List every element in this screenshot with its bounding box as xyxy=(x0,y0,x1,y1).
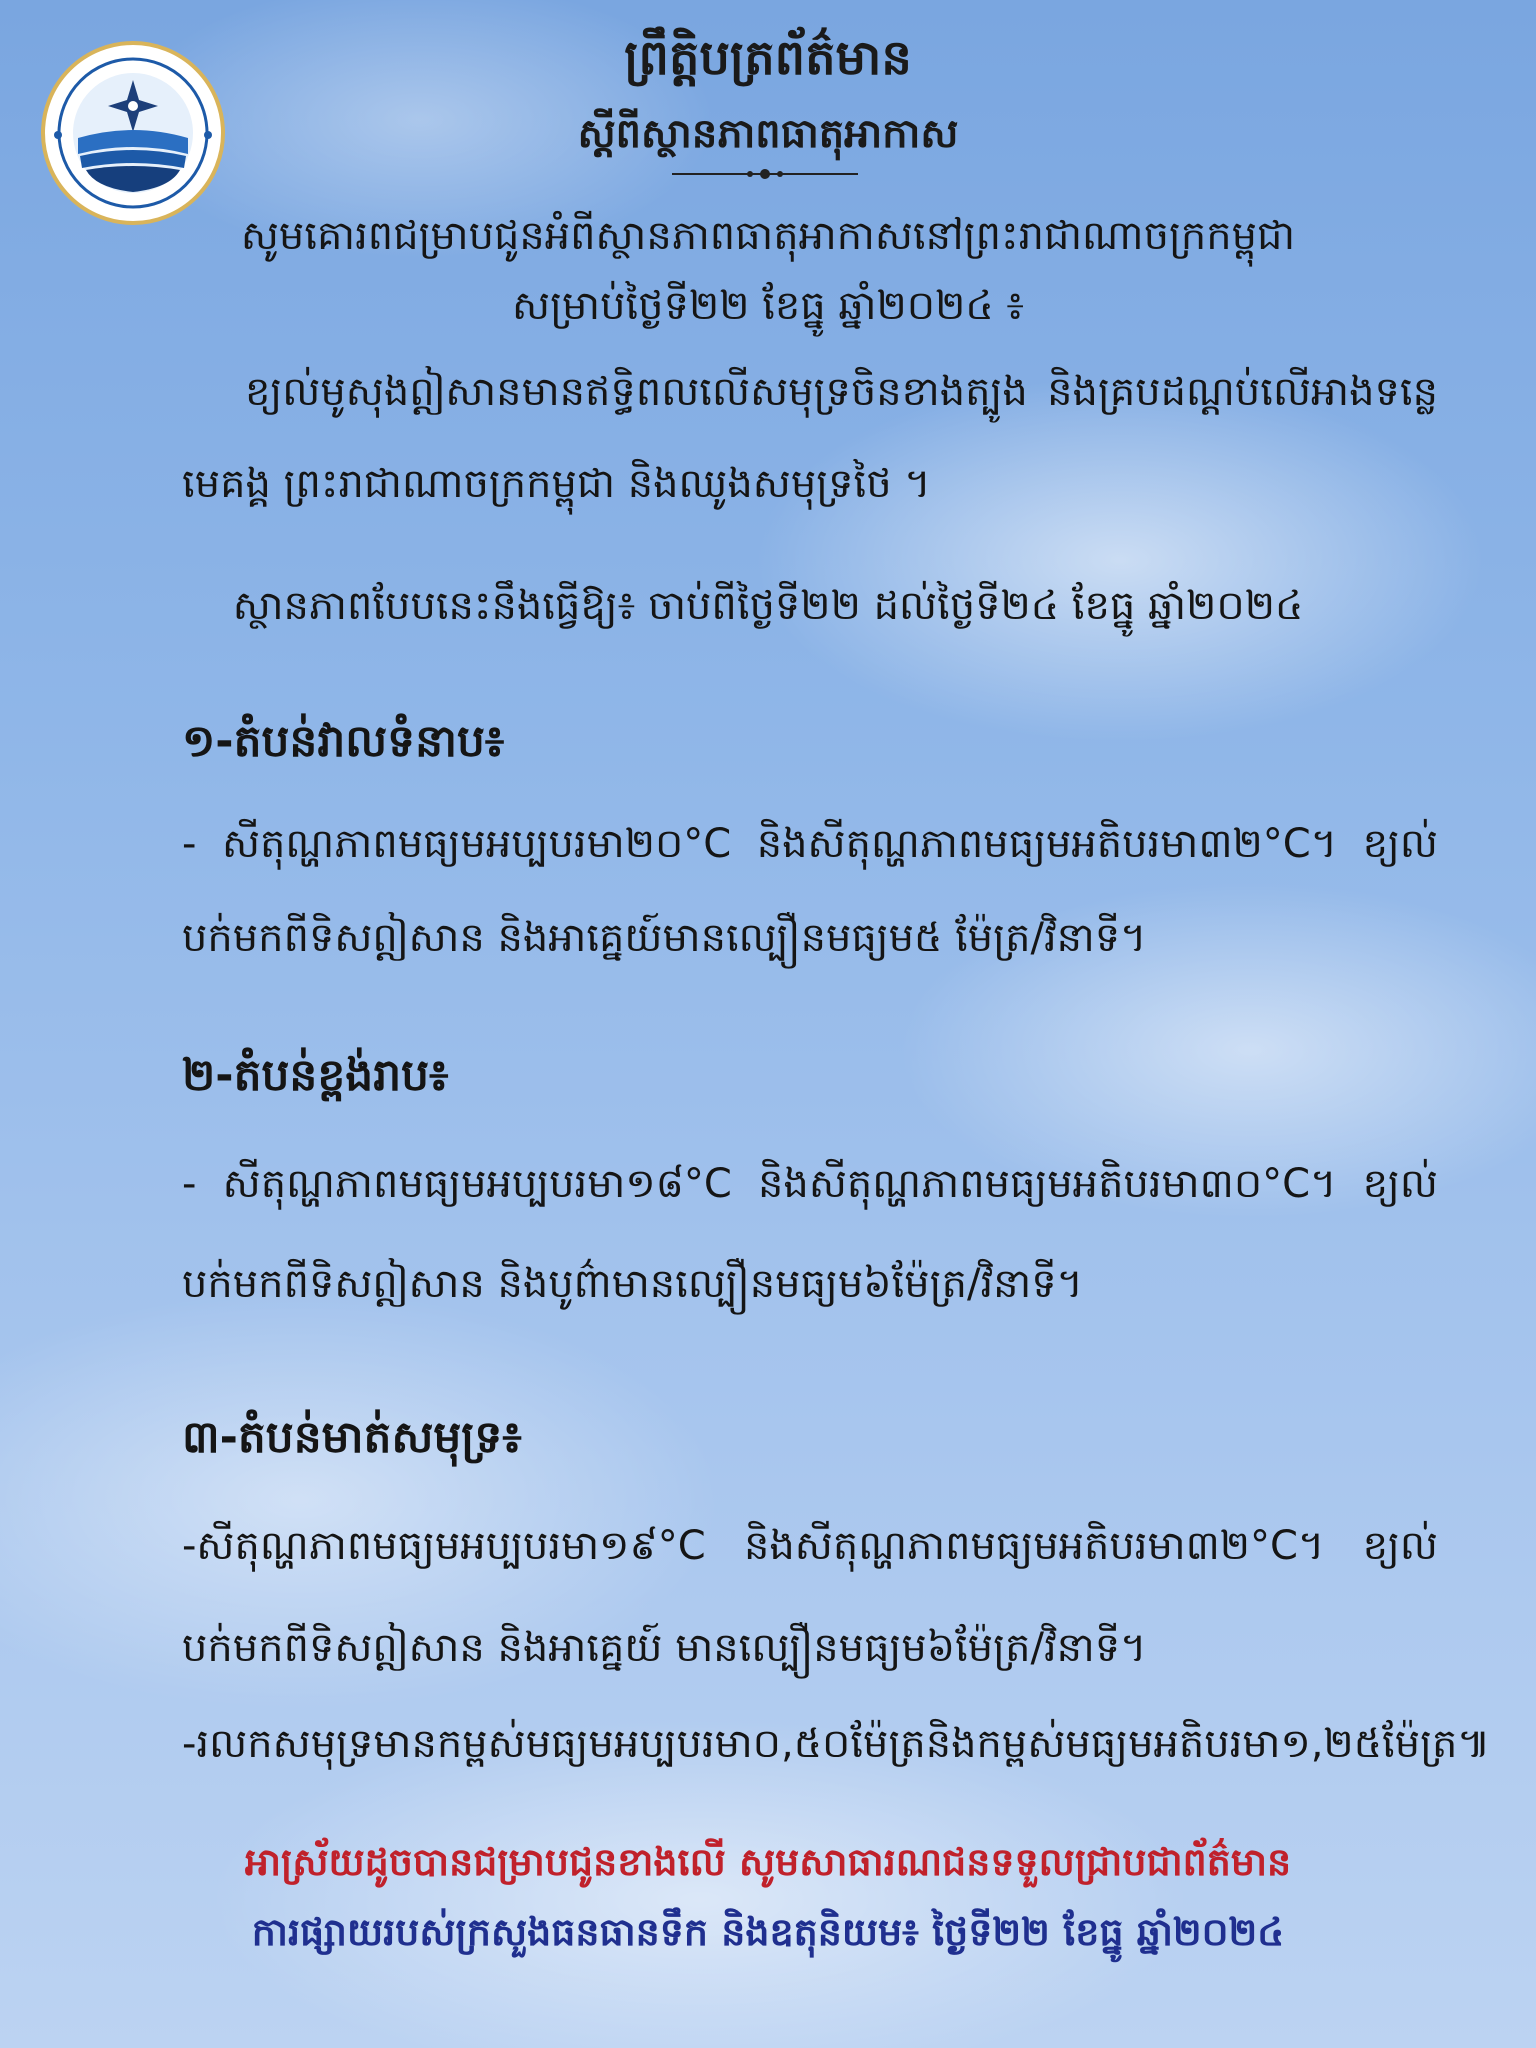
footer-notice: អាស្រ័យដូចបានជម្រាបជូនខាងលើ សូមសាធារណជនទទួលជ្រាបជាព័ត៌មាន xyxy=(244,1840,1292,1884)
region-1-line-2: បក់មកពីទិសឦសាន និងអាគ្នេយ៍មានល្បឿនមធ្យម៥ ម៉ែត្រ/វិនាទី។ xyxy=(182,915,1147,961)
region-2-heading: ២-តំបន់ខ្ពង់រាប៖ xyxy=(182,1050,449,1101)
summary-line-2: មេគង្គ ព្រះរាជាណាចក្រកម្ពុជា និងឈូងសមុទ្រថៃ ។ xyxy=(182,461,931,507)
summary-line-1: ខ្យល់មូសុងឦសានមានឥទ្ធិពលលើសមុទ្រចិនខាងត្បូង និងគ្របដណ្តប់លើអាងទន្លេ xyxy=(245,369,1438,415)
intro-line-2: សម្រាប់ថ្ងៃទី២២ ខែធ្នូ ឆ្នាំ២០២៤ ៖ xyxy=(512,283,1024,329)
footer-source: ការផ្សាយរបស់ក្រសួងធនធានទឹក និងឧតុនិយម៖ ថ្ងៃទី២២ ខែធ្នូ ឆ្នាំ២០២៤ xyxy=(251,1910,1285,1954)
region-3-heading: ៣-តំបន់មាត់សមុទ្រ៖ xyxy=(182,1412,522,1463)
region-2-line-1: - សីតុណ្ហភាពមធ្យមអប្បបរមា១៨°C និងសីតុណ្ហភាពមធ្យមអតិបរមា៣០°C។ ខ្យល់ xyxy=(182,1161,1438,1207)
region-3-line-3: -រលកសមុទ្រមានកម្ពស់មធ្យមអប្បបរមា០,៥០ម៉ែត្រនិងកម្ពស់មធ្យមអតិបរមា១,២៥ម៉ែត្រ៕ xyxy=(182,1721,1491,1767)
region-1-line-1: - សីតុណ្ហភាពមធ្យមអប្បបរមា២០°C និងសីតុណ្ហភាពមធ្យមអតិបរមា៣២°C។ ខ្យល់ xyxy=(182,821,1438,867)
region-3-line-2: បក់មកពីទិសឦសាន និងអាគ្នេយ៍ មានល្បឿនមធ្យម៦ម៉ែត្រ/វិនាទី។ xyxy=(182,1625,1147,1671)
period-text: ស្ថានភាពបែបនេះនឹងធ្វើឱ្យ៖ ចាប់ពីថ្ងៃទី២២ ដល់ថ្ងៃទី២៤ ខែធ្នូ ឆ្នាំ២០២៤ xyxy=(232,583,1304,629)
region-1-heading: ១-តំបន់វាលទំនាប៖ xyxy=(182,716,505,767)
bulletin-subtitle: ស្តីពីស្ថានភាពធាតុអាកាស xyxy=(577,111,959,157)
region-2-line-2: បក់មកពីទិសឦសាន និងបូព៌ាមានល្បឿនមធ្យម៦ម៉ែត្រ/វិនាទី។ xyxy=(182,1261,1083,1307)
intro-line-1: សូមគោរពជម្រាបជូនអំពីស្ថានភាពធាតុអាកាសនៅព្រះរាជាណាចក្រកម្ពុជា xyxy=(240,213,1296,259)
bulletin-title: ព្រឹត្តិបត្រព័ត៌មាន xyxy=(624,30,912,86)
region-3-line-1: -សីតុណ្ហភាពមធ្យមអប្បបរមា១៩°C និងសីតុណ្ហភាពមធ្យមអតិបរមា៣២°C។ ខ្យល់ xyxy=(182,1523,1438,1569)
ornament-divider xyxy=(672,166,858,182)
